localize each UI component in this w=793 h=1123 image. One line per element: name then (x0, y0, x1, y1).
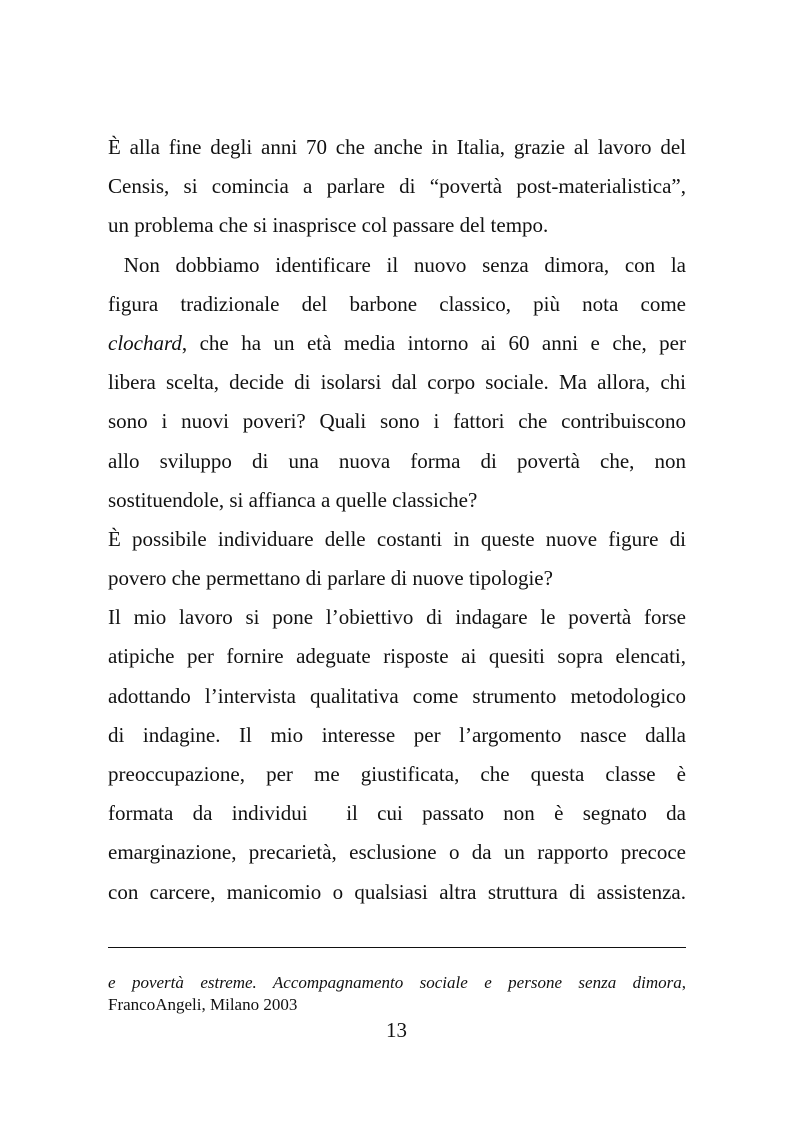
footnote-line: FrancoAngeli, Milano 2003 (108, 995, 298, 1014)
italic-term: clochard (108, 330, 182, 355)
text-line: sostituendole, si affianca a quelle classiche? (108, 487, 478, 512)
text-line: È possibile individuare delle costanti in queste nuove figure di (108, 526, 686, 551)
text-line: atipiche per fornire adeguate risposte ai quesiti sopra elencati, (108, 644, 686, 669)
text-line: clochard, che ha un età media intorno ai 60 anni e che, per (108, 330, 686, 355)
text-line: È alla fine degli anni 70 che anche in Italia, grazie al lavoro del (108, 135, 686, 159)
footnote-title: e povertà estreme. Accompagnamento sociale e persone senza dimora (108, 973, 682, 992)
text-line: libera scelta, decide di isolarsi dal corpo sociale. Ma allora, chi (108, 370, 686, 395)
text-line: adottando l’intervista qualitativa come strumento metodologico (108, 683, 686, 708)
text-line: preoccupazione, per me giustificata, che questa classe è (108, 762, 686, 786)
text-line: allo sviluppo di una nuova forma di povertà che, non (108, 448, 686, 473)
text-line: un problema che si inasprisce col passare del tempo. (108, 213, 549, 238)
footnote-divider (108, 947, 686, 948)
text-line: emarginazione, precarietà, esclusione o da un rapporto precoce (108, 840, 686, 865)
text-line: con carcere, manicomio o qualsiasi altra struttura di assistenza. (108, 879, 686, 904)
text-line: Il mio lavoro si pone l’obiettivo di indagare le povertà forse (108, 605, 686, 630)
main-text (108, 128, 686, 912)
text-line: Non dobbiamo identificare il nuovo senza dimora, con la (108, 252, 686, 277)
text-line: di indagine. Il mio interesse per l’argomento nasce dalla (108, 722, 686, 747)
footnote-line: e povertà estreme. Accompagnamento sociale e persone senza dimora, (108, 973, 686, 992)
text-line: figura tradizionale del barbone classico, più nota come (108, 291, 686, 316)
text-line: formata da individui il cui passato non è segnato da (108, 801, 686, 826)
footnote (108, 972, 686, 1016)
text-line: povero che permettano di parlare di nuove tipologie? (108, 566, 553, 591)
page-number: 13 (386, 1018, 407, 1042)
text-line: sono i nuovi poveri? Quali sono i fattori che contribuiscono (108, 409, 686, 434)
text-line: Censis, si comincia a parlare di “povertà post-materialistica”, (108, 174, 686, 199)
